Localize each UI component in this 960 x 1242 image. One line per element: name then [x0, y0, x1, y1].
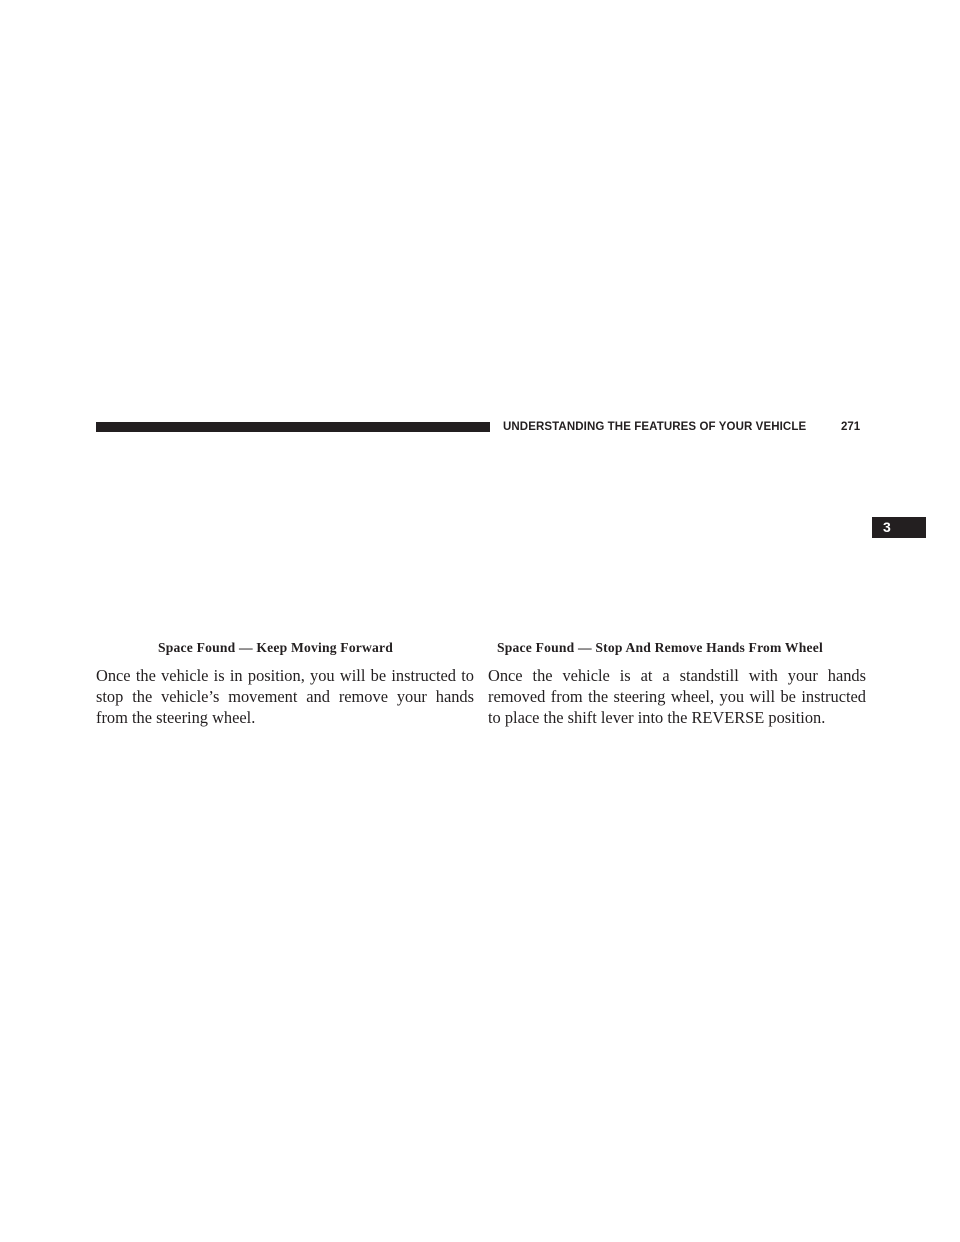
- paragraph-left: Once the vehicle is in position, you will be instructed to stop the vehicle’s movement and remove your hands from the steering wheel.: [96, 666, 474, 727]
- header-rule: [96, 422, 490, 432]
- figure-caption-left: Space Found — Keep Moving Forward: [158, 640, 394, 655]
- section-title: UNDERSTANDING THE FEATURES OF YOUR VEHICLE: [503, 421, 807, 433]
- page-number: 271: [841, 421, 861, 433]
- chapter-tab: 3: [872, 517, 926, 538]
- figure-caption-right: Space Found — Stop And Remove Hands From Wheel: [497, 640, 823, 655]
- paragraph-right: Once the vehicle is at a standstill with your hands removed from the steering wheel, you will be instructed to place the shift lever into the REVERSE position.: [488, 666, 866, 727]
